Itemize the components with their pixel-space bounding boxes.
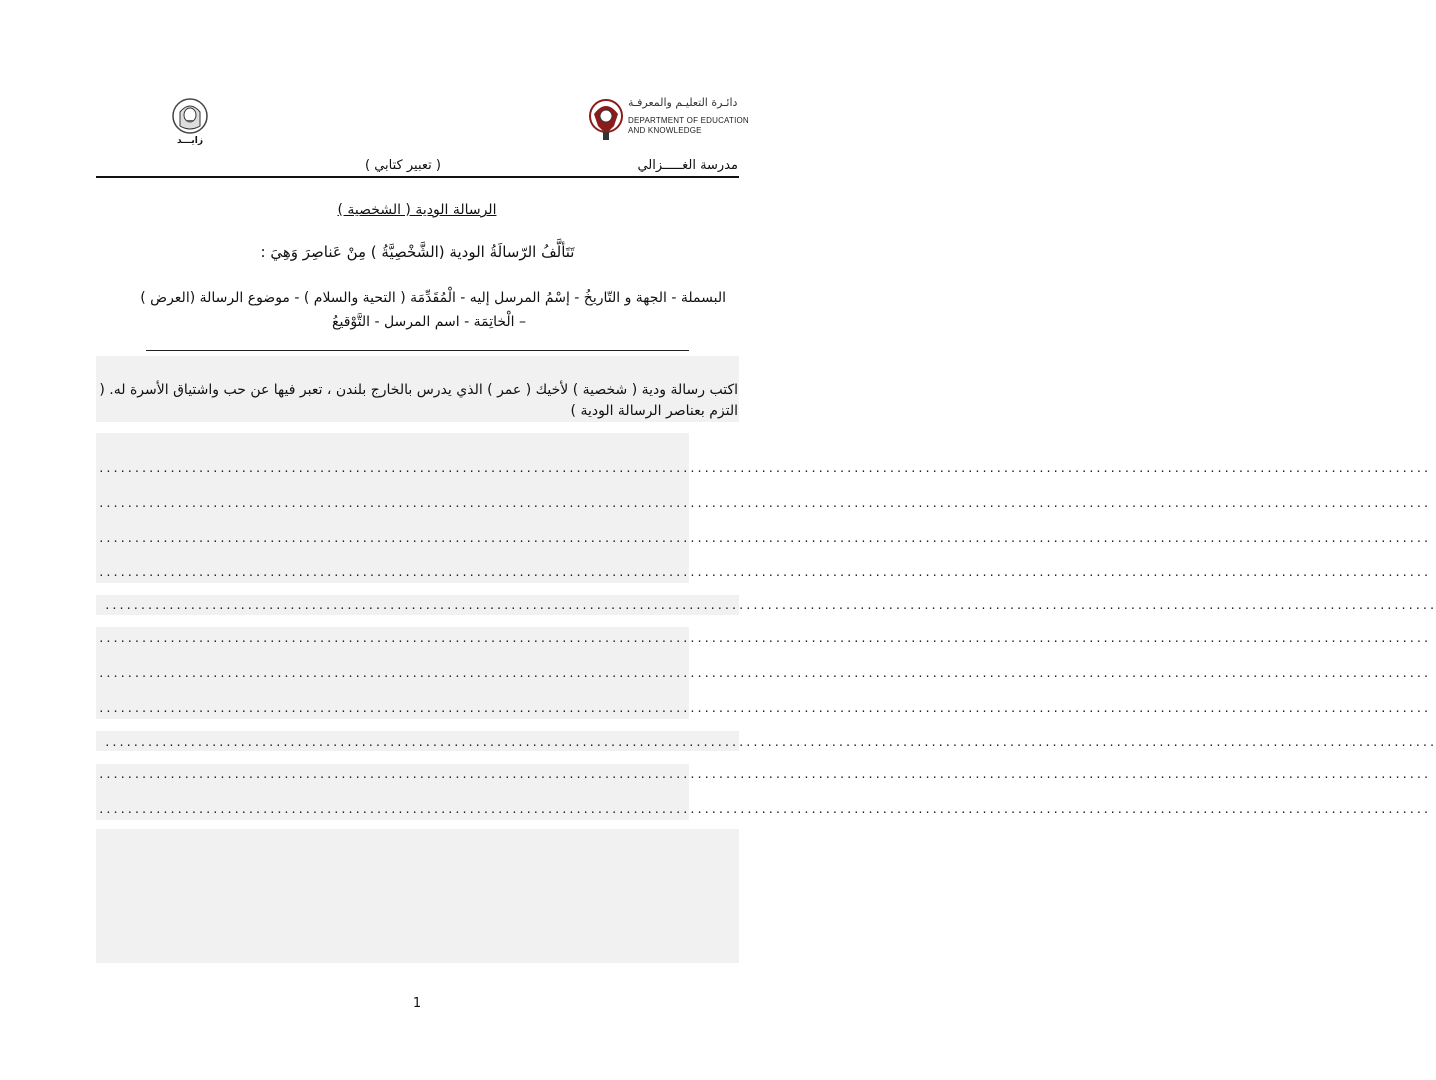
page-title: الرسالة الودية ( الشخصية ) [337,202,497,218]
department-logo [588,96,749,144]
writing-block-6 [96,829,739,963]
section-divider [146,350,689,351]
writing-line[interactable]: ........................................................................................................................................................................................... [98,497,1430,510]
zayed-portrait-icon [170,96,210,136]
subject-name: ( تعبير كتابي ) [365,158,441,173]
writing-line[interactable]: ........................................................................................................................................................................................... [98,803,1430,816]
writing-line[interactable]: ........................................................................................................................................................................................... [98,532,1430,545]
writing-line[interactable]: ........................................................................................................................................................................................... [104,599,1436,612]
writing-line[interactable]: ........................................................................................................................................................................................... [98,462,1430,475]
department-english-name-line2: AND KNOWLEDGE [628,126,702,135]
writing-line[interactable]: ........................................................................................................................................................................................... [98,566,1430,579]
letter-elements-line-2: – الْخاتِمَة - اسم المرسل - التَّوْقيعُ [332,314,526,330]
zayed-logo-caption: زايـــد [176,136,204,146]
intro-line: تَتَألَّفُ الرّسالَةُ الودية (الشَّخْصِيَّةُ ) مِنْ عَناصِرَ وَهِيَ : [260,243,575,261]
header-divider [96,176,739,178]
writing-line[interactable]: ........................................................................................................................................................................................... [98,702,1430,715]
writing-line[interactable]: ........................................................................................................................................................................................... [104,736,1436,749]
letter-elements-line-1: البسملة - الجهة و التّاريخُ - إسْمُ المرسل إليه - الْمُقَدِّمَة ( التحية والسلام ) - موضوع الرسالة (العرض ) [140,290,726,306]
writing-line[interactable]: ........................................................................................................................................................................................... [98,667,1430,680]
department-english-name-line1: DEPARTMENT OF EDUCATION [628,116,749,125]
writing-line[interactable]: ........................................................................................................................................................................................... [98,768,1430,781]
department-arabic-name: دائـرة التعليـم والمعرفـة [628,96,738,109]
task-instruction: اكتب رسالة ودية ( شخصية ) لأخيك ( عمر ) الذي يدرس بالخارج بلندن ، تعبر فيها عن حب واشتياق الأسرة له. ( التزم بعناصر الرسالة الودية ) [99,382,738,419]
school-name: مدرسة الغـــــزالي [637,158,738,173]
writing-line[interactable]: ........................................................................................................................................................................................... [98,632,1430,645]
page-number: 1 [412,996,422,1011]
falcon-emblem-icon [588,96,624,142]
